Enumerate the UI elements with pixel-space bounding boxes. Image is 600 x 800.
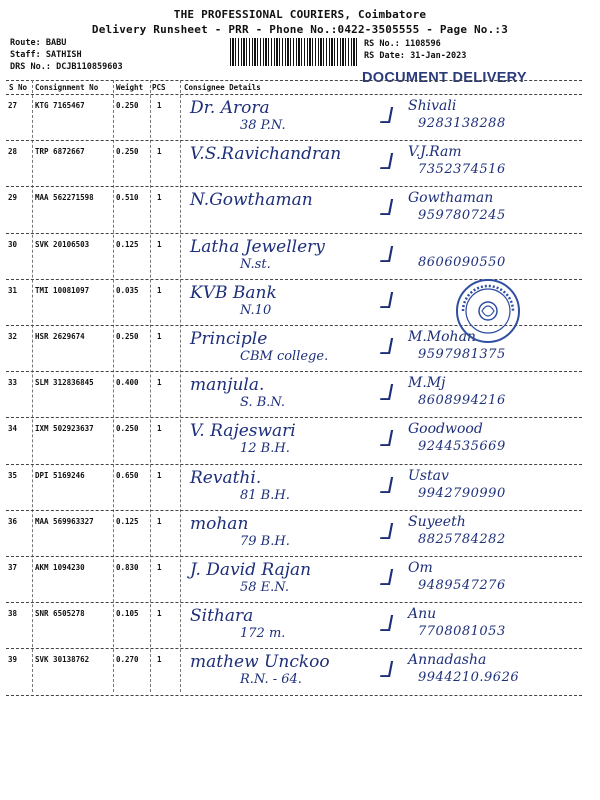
signature-mark: ⅃ bbox=[380, 150, 393, 176]
row-consignee-name: V.S.Ravichandran bbox=[190, 144, 342, 165]
row-pcs: 1 bbox=[157, 332, 162, 341]
row-sno: 28 bbox=[8, 147, 18, 157]
row-weight: 0.650 bbox=[116, 470, 139, 480]
signature-mark: ⅃ bbox=[380, 427, 393, 453]
row-signature: Om bbox=[408, 560, 433, 576]
row-sno: 38 bbox=[8, 609, 18, 619]
row-separator bbox=[6, 233, 582, 234]
row-consignment-no: SVK 30138762 bbox=[35, 655, 90, 665]
row-signature: Shivali bbox=[408, 98, 457, 114]
rs-number: RS No.: 1108596 bbox=[364, 39, 441, 49]
row-consignee-name: J. David Rajan bbox=[190, 560, 312, 580]
row-pcs: 1 bbox=[157, 563, 162, 572]
row-consignment-no: DPI 5169246 bbox=[35, 470, 85, 480]
row-weight: 0.125 bbox=[116, 239, 139, 249]
row-consignee-address: S. B.N. bbox=[240, 395, 286, 411]
row-weight: 0.510 bbox=[116, 193, 139, 203]
row-consignment-no: HSR 2629674 bbox=[35, 332, 85, 341]
row-phone: 7708081053 bbox=[418, 624, 506, 640]
row-sno: 35 bbox=[8, 470, 18, 480]
row-consignee-name: V. Rajeswari bbox=[190, 421, 296, 442]
row-pcs: 1 bbox=[157, 378, 162, 388]
row-pcs: 1 bbox=[157, 193, 162, 203]
row-signature: Goodwood bbox=[408, 421, 483, 438]
row-pcs: 1 bbox=[157, 147, 162, 157]
row-phone: 9944210.9626 bbox=[418, 670, 520, 686]
row-weight: 0.250 bbox=[116, 424, 139, 434]
row-separator bbox=[6, 648, 582, 649]
row-consignment-no: KTG 7165467 bbox=[35, 101, 85, 110]
row-separator bbox=[6, 556, 582, 557]
company-title: THE PROFESSIONAL COURIERS, Coimbatore bbox=[173, 8, 427, 21]
row-consignment-no: MAA 569963327 bbox=[35, 516, 94, 526]
runsheet-subtitle: Delivery Runsheet - PRR - Phone No.:0422-3505555 - Page No.:3 bbox=[91, 23, 509, 36]
staff-info: Staff: SATHISH bbox=[10, 50, 82, 60]
row-consignee-name: Revathi. bbox=[190, 467, 262, 488]
row-separator bbox=[6, 602, 582, 603]
row-consignee-address: 79 B.H. bbox=[240, 533, 290, 549]
row-weight: 0.400 bbox=[116, 378, 139, 388]
signature-mark: ⅃ bbox=[380, 335, 393, 360]
row-sno: 31 bbox=[8, 285, 18, 295]
row-sno: 39 bbox=[8, 655, 18, 665]
row-consignee-address: CBM college. bbox=[240, 349, 329, 364]
col-weight: Weight bbox=[116, 83, 144, 92]
signature-mark: ⅃ bbox=[380, 658, 393, 684]
row-signature: Gowthaman bbox=[408, 190, 494, 207]
row-consignee-name: N.Gowthaman bbox=[190, 190, 313, 211]
row-phone: 9942790990 bbox=[418, 485, 506, 501]
row-signature: M.Mj bbox=[408, 375, 446, 392]
col-consignee: Consignee Details bbox=[184, 83, 261, 92]
row-sno: 36 bbox=[8, 516, 18, 526]
row-consignee-address: N.st. bbox=[240, 256, 271, 272]
row-pcs: 1 bbox=[157, 101, 162, 110]
row-consignee-address: N.10 bbox=[240, 302, 272, 318]
row-pcs: 1 bbox=[157, 424, 162, 434]
row-pcs: 1 bbox=[157, 239, 162, 249]
row-weight: 0.035 bbox=[116, 285, 139, 295]
col-sno: S No bbox=[9, 83, 28, 92]
document-delivery-stamp: DOCUMENT DELIVERY bbox=[362, 70, 527, 86]
row-phone: 9244535669 bbox=[418, 439, 506, 455]
signature-mark: ⅃ bbox=[380, 612, 393, 638]
row-phone: 9489547276 bbox=[418, 578, 506, 593]
row-weight: 0.270 bbox=[116, 655, 139, 665]
row-separator bbox=[6, 510, 582, 511]
signature-mark: ⅃ bbox=[380, 104, 393, 129]
row-sno: 37 bbox=[8, 563, 18, 572]
row-pcs: 1 bbox=[157, 516, 162, 526]
row-consignee-address: 38 P.N. bbox=[240, 118, 286, 133]
row-weight: 0.830 bbox=[116, 563, 139, 572]
row-consignee-name: mohan bbox=[190, 513, 249, 534]
signature-mark: ⅃ bbox=[380, 196, 393, 222]
row-consignment-no: TRP 6872667 bbox=[35, 147, 85, 157]
courier-seal-icon bbox=[455, 278, 521, 344]
row-sno: 30 bbox=[8, 239, 18, 249]
row-consignee-address: 81 B.H. bbox=[240, 487, 290, 503]
row-sno: 29 bbox=[8, 193, 18, 203]
row-sno: 27 bbox=[8, 101, 18, 110]
row-consignment-no: SNR 6505278 bbox=[35, 609, 85, 619]
row-consignee-name: manjula. bbox=[190, 375, 265, 396]
row-separator bbox=[6, 695, 582, 696]
row-weight: 0.250 bbox=[116, 101, 139, 110]
row-signature: Anu bbox=[408, 606, 437, 623]
row-phone: 8606090550 bbox=[418, 254, 506, 270]
drs-info: DRS No.: DCJB110859603 bbox=[10, 62, 123, 72]
row-consignee-address: R.N. - 64. bbox=[240, 672, 302, 688]
signature-mark: ⅃ bbox=[380, 288, 393, 314]
row-weight: 0.250 bbox=[116, 147, 139, 157]
signature-mark: ⅃ bbox=[380, 473, 393, 499]
rs-date: RS Date: 31-Jan-2023 bbox=[364, 51, 467, 61]
col-consignment: Consignment No bbox=[35, 83, 99, 92]
row-consignee-name: Sithara bbox=[190, 606, 254, 627]
row-separator bbox=[6, 186, 582, 187]
row-consignment-no: SVK 20106503 bbox=[35, 239, 90, 249]
row-consignment-no: AKM 1094230 bbox=[35, 563, 85, 572]
row-phone: 9597807245 bbox=[418, 208, 506, 224]
row-separator bbox=[6, 417, 582, 418]
row-consignee-address: 12 B.H. bbox=[240, 441, 290, 457]
row-phone: 8608994216 bbox=[418, 393, 506, 409]
row-pcs: 1 bbox=[157, 285, 162, 295]
row-consignee-address: 58 E.N. bbox=[240, 580, 289, 595]
row-consignee-name: mathew Unckoo bbox=[190, 652, 330, 673]
row-sno: 33 bbox=[8, 378, 18, 388]
row-consignment-no: SLM 312836845 bbox=[35, 378, 94, 388]
row-phone: 9283138288 bbox=[418, 116, 506, 131]
row-pcs: 1 bbox=[157, 470, 162, 480]
row-signature: Suyeeth bbox=[408, 513, 466, 530]
row-consignee-name: Latha Jewellery bbox=[190, 236, 325, 257]
row-signature: Annadasha bbox=[408, 652, 487, 669]
row-weight: 0.125 bbox=[116, 516, 139, 526]
row-consignee-name: Principle bbox=[190, 329, 268, 349]
row-weight: 0.250 bbox=[116, 332, 139, 341]
row-signature: Ustav bbox=[408, 467, 449, 484]
row-phone: 7352374516 bbox=[418, 162, 506, 178]
row-consignee-name: KVB Bank bbox=[190, 282, 277, 303]
col-pcs: PCS bbox=[152, 83, 166, 92]
row-sno: 34 bbox=[8, 424, 18, 434]
row-signature: M.Mohan bbox=[408, 329, 476, 345]
row-consignment-no: IXM 502923637 bbox=[35, 424, 94, 434]
row-separator bbox=[6, 140, 582, 141]
row-signature: V.J.Ram bbox=[408, 144, 462, 161]
signature-mark: ⅃ bbox=[380, 519, 393, 545]
row-consignment-no: TMI 10081097 bbox=[35, 285, 90, 295]
row-consignee-name: Dr. Arora bbox=[190, 98, 270, 118]
row-phone: 8825784282 bbox=[418, 531, 506, 547]
row-weight: 0.105 bbox=[116, 609, 139, 619]
signature-mark: ⅃ bbox=[380, 381, 393, 407]
row-consignment-no: MAA 562271598 bbox=[35, 193, 94, 203]
row-pcs: 1 bbox=[157, 655, 162, 665]
row-separator bbox=[6, 371, 582, 372]
row-sno: 32 bbox=[8, 332, 18, 341]
signature-mark: ⅃ bbox=[380, 566, 393, 591]
row-separator bbox=[6, 464, 582, 465]
route-info: Route: BABU bbox=[10, 38, 67, 48]
row-pcs: 1 bbox=[157, 609, 162, 619]
row-consignee-address: 172 m. bbox=[240, 626, 286, 642]
signature-mark: ⅃ bbox=[380, 242, 393, 268]
row-phone: 9597981375 bbox=[418, 347, 506, 362]
